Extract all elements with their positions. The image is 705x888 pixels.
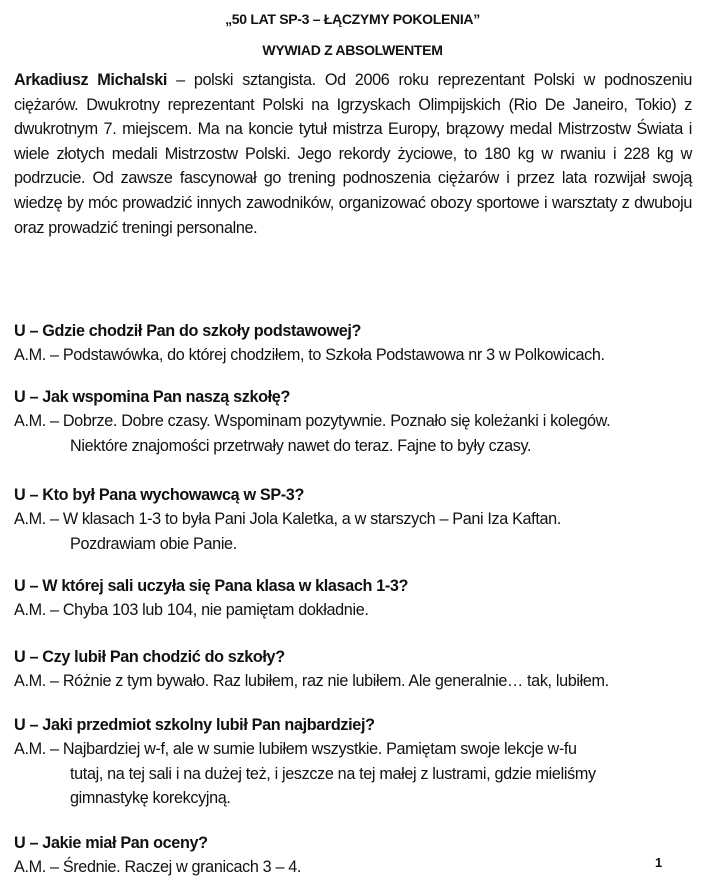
intro-text: – polski sztangista. Od 2006 roku reprezentant Polski w podnoszeniu ciężarów. Dwukrotny reprezentant Polski na Igrzyskach Olimpijskich (Rio De Janeiro, Tokio) z dwukrotnym 7. miejscem. Ma na koncie tytuł mistrza Europy, brązowy medal Mistrzostw Świata i wiele złotych medali Mistrzostw Polski. Jego rekordy życiowe, to 180 kg w rwaniu i 228 kg w podrzucie. Od zawsze fascynował go trening podnoszenia ciężarów i przez lata rozwijał swoją wiedzę by móc prowadzić innych zawodników, organizować obozy sportowe i warsztaty z dwuboju oraz prowadzić treningi personalne. — [14, 71, 692, 237]
answer — [14, 737, 704, 811]
qa-block — [14, 483, 704, 556]
question: U – Jaki przedmiot szkolny lubił Pan najbardziej? — [14, 716, 375, 734]
answer-line: A.M. – Podstawówka, do której chodziłem, to Szkoła Podstawowa nr 3 w Polkowicach. — [14, 346, 605, 364]
answer — [14, 409, 704, 458]
intro-paragraph — [14, 68, 692, 240]
question: U – Czy lubił Pan chodzić do szkoły? — [14, 648, 285, 666]
qa-block — [14, 574, 704, 623]
answer-line: gimnastykę korekcyjną. — [70, 789, 231, 807]
answer-line: tutaj, na tej sali i na dużej też, i jeszcze na tej małej z lustrami, gdzie mieliśmy — [70, 764, 596, 783]
interviewee-name: Arkadiusz Michalski — [14, 71, 168, 89]
answer — [14, 855, 704, 880]
answer-line: A.M. – Najbardziej w-f, ale w sumie lubiłem wszystkie. Pamiętam swoje lekcje w-fu — [14, 740, 577, 758]
question: U – Kto był Pana wychowawcą w SP-3? — [14, 486, 305, 504]
answer — [14, 598, 704, 623]
document-title: „50 LAT SP-3 – ŁĄCZYMY POKOLENIA” — [225, 11, 480, 27]
qa-block — [14, 385, 704, 458]
question: U – Gdzie chodził Pan do szkoły podstawowej? — [14, 322, 362, 340]
question: U – Jak wspomina Pan naszą szkołę? — [14, 388, 290, 406]
qa-block — [14, 319, 704, 368]
answer-line: Niektóre znajomości przetrwały nawet do teraz. Fajne to były czasy. — [70, 436, 532, 455]
page-number: 1 — [655, 855, 663, 870]
qa-block — [14, 645, 704, 694]
answer-line: A.M. – Dobrze. Dobre czasy. Wspominam pozytywnie. Poznało się koleżanki i kolegów. — [14, 412, 611, 430]
qa-block — [14, 831, 704, 880]
answer-line: Pozdrawiam obie Panie. — [70, 534, 237, 553]
answer-line: A.M. – W klasach 1-3 to była Pani Jola Kaletka, a w starszych – Pani Iza Kaftan. — [14, 510, 561, 528]
answer — [14, 507, 704, 556]
question: U – Jakie miał Pan oceny? — [14, 834, 208, 852]
question: U – W której sali uczyła się Pana klasa w klasach 1-3? — [14, 577, 409, 595]
answer-line: A.M. – Różnie z tym bywało. Raz lubiłem, raz nie lubiłem. Ale generalnie… tak, lubiłem. — [14, 672, 609, 690]
answer-line: A.M. – Średnie. Raczej w granicach 3 – 4. — [14, 858, 302, 876]
document-subtitle: WYWIAD Z ABSOLWENTEM — [262, 42, 443, 58]
answer — [14, 669, 704, 694]
answer-line: A.M. – Chyba 103 lub 104, nie pamiętam dokładnie. — [14, 601, 369, 619]
qa-block — [14, 713, 704, 811]
answer — [14, 343, 704, 368]
